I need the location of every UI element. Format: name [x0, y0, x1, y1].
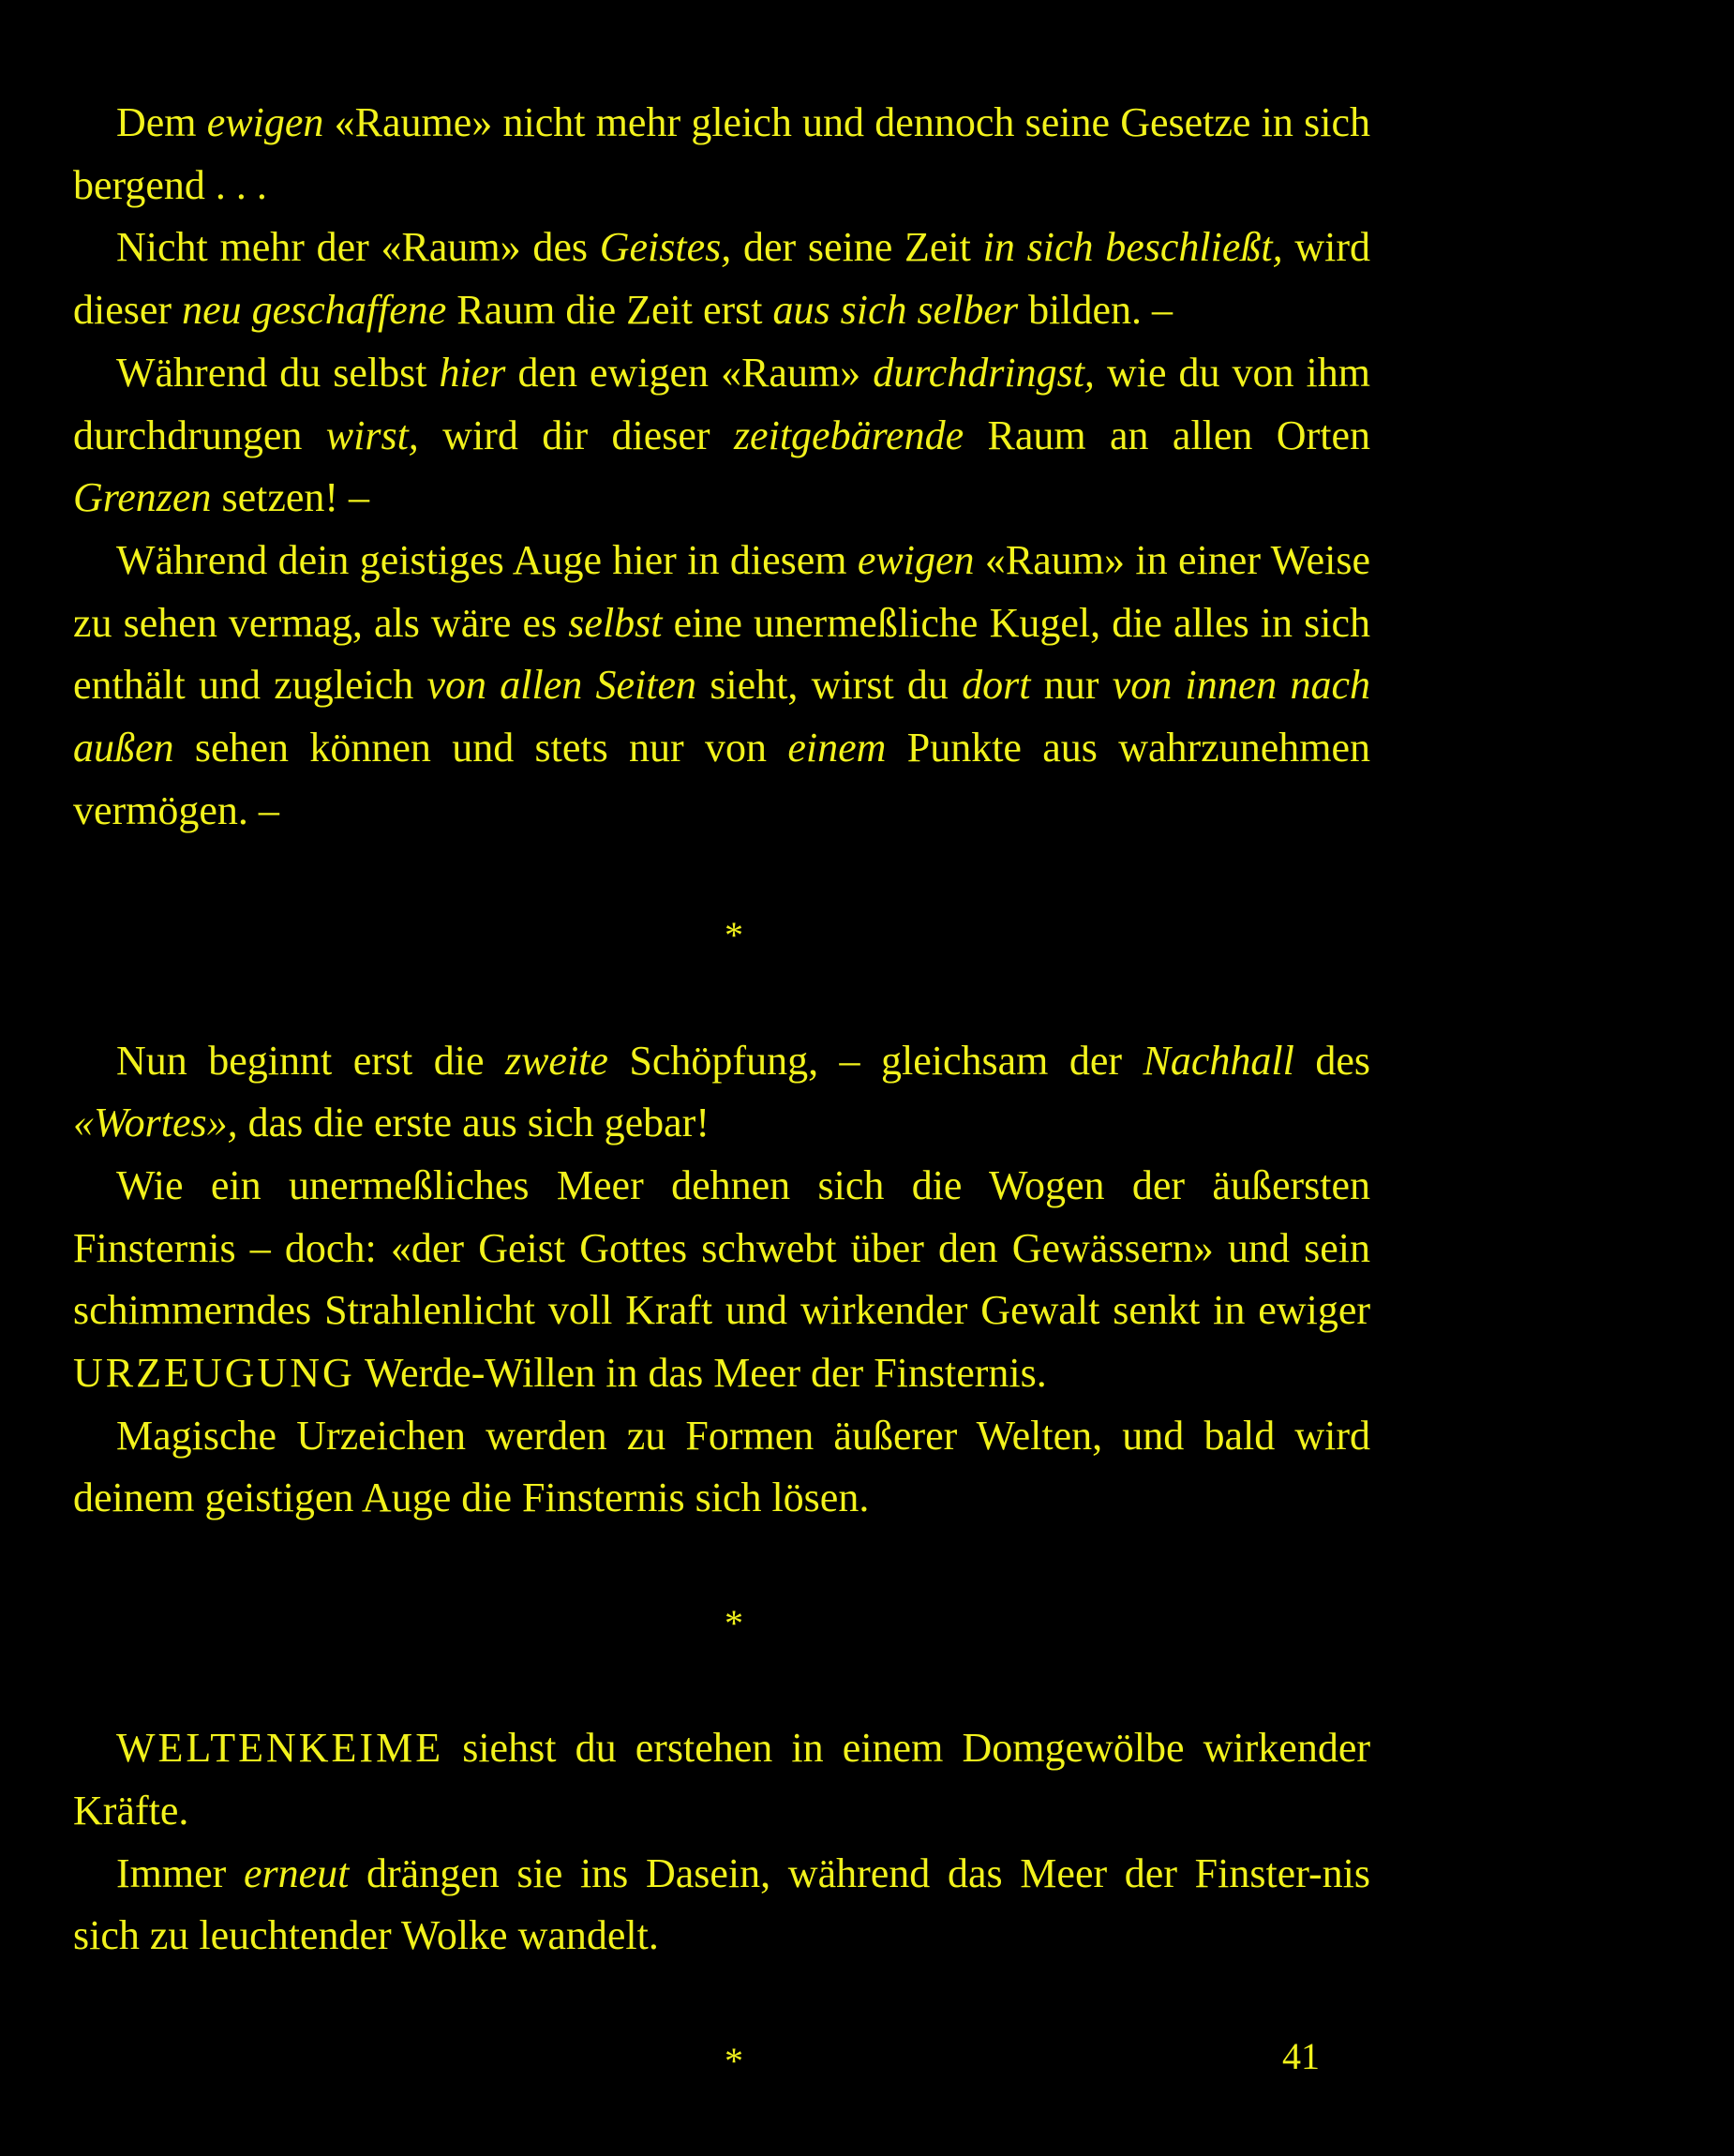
spacer [73, 967, 1370, 1030]
paragraph-weltenkeime [73, 1717, 1370, 1842]
text-run: «Raum» in einer Weise zu sehen vermag, als wäre es [73, 536, 1370, 646]
italic-run: durchdringst, [873, 349, 1095, 396]
section-separator-asterisk: * [725, 1601, 743, 1644]
text-run: Nicht mehr der «Raum» des [116, 224, 600, 271]
italic-run: zeitgebärende [733, 412, 964, 458]
paragraph-geistes [73, 217, 1370, 341]
italic-run: von innen nach außen [73, 662, 1371, 771]
text-run: drängen sie ins Dasein, während das Meer der Finster-nis sich zu leuchtender Wolke wandelt. [73, 1849, 1370, 1959]
paragraph-urzeichen [73, 1405, 1370, 1530]
section-separator-asterisk: * [725, 914, 743, 957]
spacer [73, 1655, 1370, 1718]
italic-run: Geistes, [599, 224, 732, 271]
spaced-caps-run: WELTENKEIME [116, 1725, 444, 1772]
italic-run: Nachhall [1143, 1037, 1294, 1084]
book-page [73, 92, 1370, 2092]
paragraph-leuchtende-wolke [73, 1843, 1370, 1968]
text-run: setzen! – [211, 474, 370, 521]
italic-run: selbst [568, 599, 663, 646]
text-run: siehst du erstehen in einem Domgewölbe wirkender Kräfte. [73, 1725, 1370, 1834]
page-number: 41 [1282, 2035, 1320, 2077]
italic-run: aus sich selber [772, 287, 1019, 334]
italic-run: wirst, [325, 412, 419, 458]
paragraph-raume [73, 92, 1370, 217]
text-run: Wie ein unermeßliches Meer dehnen sich die Wogen der äußersten Finsternis – doch: «der Geist Gottes schwebt über den Gewässern» und sein schimmerndes Strahlenlicht voll Kraft und wirkender Gewalt senkt in ewiger [73, 1161, 1370, 1334]
italic-run: in sich beschließt, [982, 224, 1283, 271]
text-run: Werde-Willen in das Meer der Finsternis. [354, 1350, 1047, 1397]
text-run: Dem [116, 99, 207, 145]
text-run: Magische Urzeichen werden zu Formen äußerer Welten, und bald wird deinem geistigen Auge die Finsternis sich lösen. [73, 1412, 1370, 1521]
text-run: bilden. – [1018, 287, 1173, 334]
text-run: Während dein geistiges Auge hier in diesem [116, 536, 858, 583]
italic-run: neu geschaffene [182, 287, 447, 334]
italic-run: zweite [504, 1037, 608, 1084]
spacer [73, 1530, 1370, 1593]
spacer [73, 1968, 1370, 2030]
italic-run: ewigen [206, 99, 324, 145]
text-run: nur [1030, 662, 1113, 709]
text-run: wird dieser [73, 224, 1370, 334]
text-run: eine unermeßliche Kugel, die alles in sich enthält und zugleich [73, 599, 1370, 709]
spacer [73, 842, 1370, 905]
text-run: des [1293, 1037, 1371, 1084]
paragraph-durchdringst [73, 342, 1370, 530]
text-run: Immer [116, 1849, 244, 1896]
text-run: Nun beginnt erst die [116, 1037, 505, 1084]
italic-run: erneut [243, 1849, 350, 1896]
italic-run: von allen Seiten [426, 662, 697, 709]
italic-run: «Wortes», [73, 1100, 238, 1146]
text-run: «Raume» nicht mehr gleich und dennoch seine Gesetze in sich bergend . . . [73, 99, 1370, 208]
paragraph-kugel [73, 530, 1370, 843]
paragraph-meer-finsternis [73, 1155, 1370, 1405]
text-run: sieht, wirst du [696, 662, 963, 709]
text-run: der seine Zeit [731, 224, 983, 271]
spaced-caps-run: URZEUGUNG [73, 1350, 355, 1397]
text-run: Raum an allen Orten [964, 412, 1370, 458]
paragraph-zweite-schoepfung [73, 1030, 1370, 1155]
section-separator-asterisk: * [725, 2039, 743, 2082]
italic-run: ewigen [857, 536, 975, 583]
italic-run: dort [962, 662, 1031, 709]
italic-run: einem [787, 725, 887, 771]
text-run: das die erste aus sich gebar! [237, 1100, 710, 1146]
text-run: Während du selbst [116, 349, 440, 396]
text-run: den ewigen «Raum» [505, 349, 874, 396]
text-run: Raum die Zeit erst [446, 287, 773, 334]
text-run: wie du von ihm durchdrungen [73, 349, 1370, 458]
text-run: sehen können und stets nur von [173, 725, 788, 771]
italic-run: hier [439, 349, 506, 396]
italic-run: Grenzen [73, 474, 212, 521]
text-run: Punkte aus wahrzunehmen vermögen. – [73, 725, 1370, 833]
text-run: Schöpfung, – gleichsam der [607, 1037, 1144, 1084]
text-run: wird dir dieser [418, 412, 734, 458]
